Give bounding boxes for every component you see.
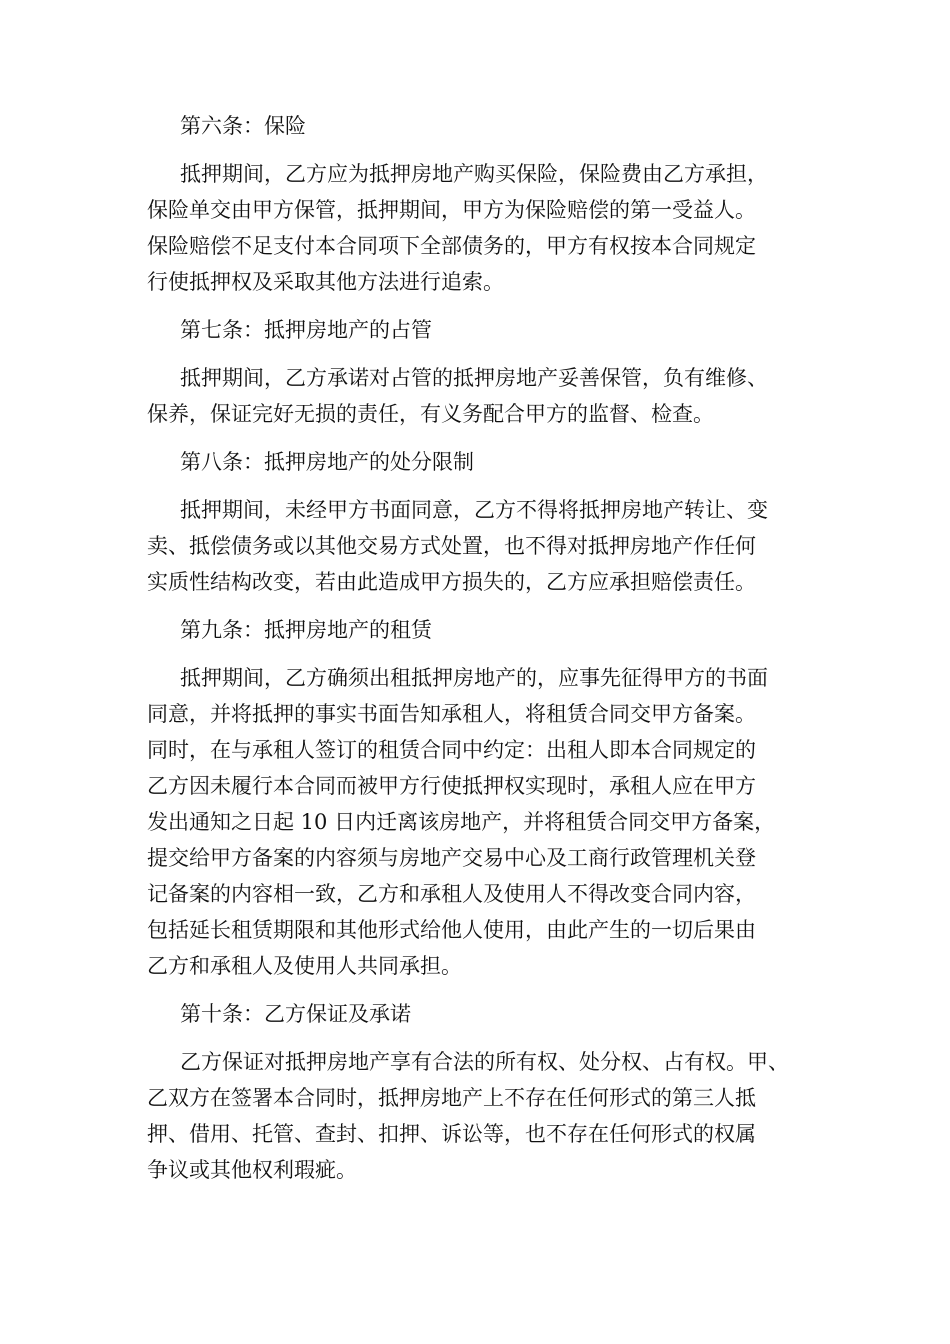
paragraph-line: 乙双方在签署本合同时，抵押房地产上不存在任何形式的第三人抵 [147, 1086, 756, 1110]
paragraph-line: 乙方保证对抵押房地产享有合法的所有权、处分权、占有权。甲、 [180, 1050, 789, 1074]
clause-heading: 第七条：抵押房地产的占管 [180, 318, 432, 342]
paragraph-line: 乙方因未履行本合同而被甲方行使抵押权实现时，承租人应在甲方 [147, 774, 756, 798]
paragraph-line: 同意，并将抵押的事实书面告知承租人，将租赁合同交甲方备案。 [147, 702, 756, 726]
paragraph-line: 抵押期间，乙方应为抵押房地产购买保险，保险费由乙方承担， [180, 162, 768, 186]
clause-paragraph [147, 1044, 827, 1188]
paragraph-line: 保养，保证完好无损的责任，有义务配合甲方的监督、检查。 [147, 402, 714, 426]
paragraph-line: 争议或其他权利瑕疵。 [147, 1158, 357, 1182]
paragraph-line: 卖、抵偿债务或以其他交易方式处置，也不得对抵押房地产作任何 [147, 534, 756, 558]
clause-7 [147, 312, 827, 432]
paragraph-line: 保险赔偿不足支付本合同项下全部债务的，甲方有权按本合同规定 [147, 234, 756, 258]
paragraph-line: 行使抵押权及采取其他方法进行追索。 [147, 270, 504, 294]
clause-6 [147, 108, 827, 300]
clause-heading: 第十条：乙方保证及承诺 [180, 1002, 411, 1026]
paragraph-line: 保险单交由甲方保管，抵押期间，甲方为保险赔偿的第一受益人。 [147, 198, 756, 222]
clause-paragraph [147, 156, 827, 300]
paragraph-line: 包括延长租赁期限和其他形式给他人使用，由此产生的一切后果由 [147, 918, 756, 942]
clause-paragraph [147, 492, 827, 600]
clause-heading: 第九条：抵押房地产的租赁 [180, 618, 432, 642]
clause-paragraph [147, 660, 827, 984]
paragraph-line: 乙方和承租人及使用人共同承担。 [147, 954, 462, 978]
clause-9 [147, 612, 827, 984]
paragraph-line: 抵押期间，乙方确须出租抵押房地产的，应事先征得甲方的书面 [180, 666, 768, 690]
paragraph-line: 实质性结构改变，若由此造成甲方损失的，乙方应承担赔偿责任。 [147, 570, 756, 594]
clause-heading: 第六条：保险 [180, 114, 306, 138]
paragraph-line: 发出通知之日起 10 日内迁离该房地产，并将租赁合同交甲方备案， [147, 810, 776, 834]
paragraph-line: 抵押期间，乙方承诺对占管的抵押房地产妥善保管，负有维修、 [180, 366, 768, 390]
paragraph-line: 同时，在与承租人签订的租赁合同中约定：出租人即本合同规定的 [147, 738, 756, 762]
paragraph-line: 记备案的内容相一致，乙方和承租人及使用人不得改变合同内容， [147, 882, 756, 906]
paragraph-line: 抵押期间，未经甲方书面同意，乙方不得将抵押房地产转让、变 [180, 498, 768, 522]
document-body [147, 108, 827, 1188]
paragraph-line: 押、借用、托管、查封、扣押、诉讼等，也不存在任何形式的权属 [147, 1122, 756, 1146]
clause-10 [147, 996, 827, 1188]
clause-heading: 第八条：抵押房地产的处分限制 [180, 450, 474, 474]
clause-8 [147, 444, 827, 600]
clause-paragraph [147, 360, 827, 432]
paragraph-line: 提交给甲方备案的内容须与房地产交易中心及工商行政管理机关登 [147, 846, 756, 870]
